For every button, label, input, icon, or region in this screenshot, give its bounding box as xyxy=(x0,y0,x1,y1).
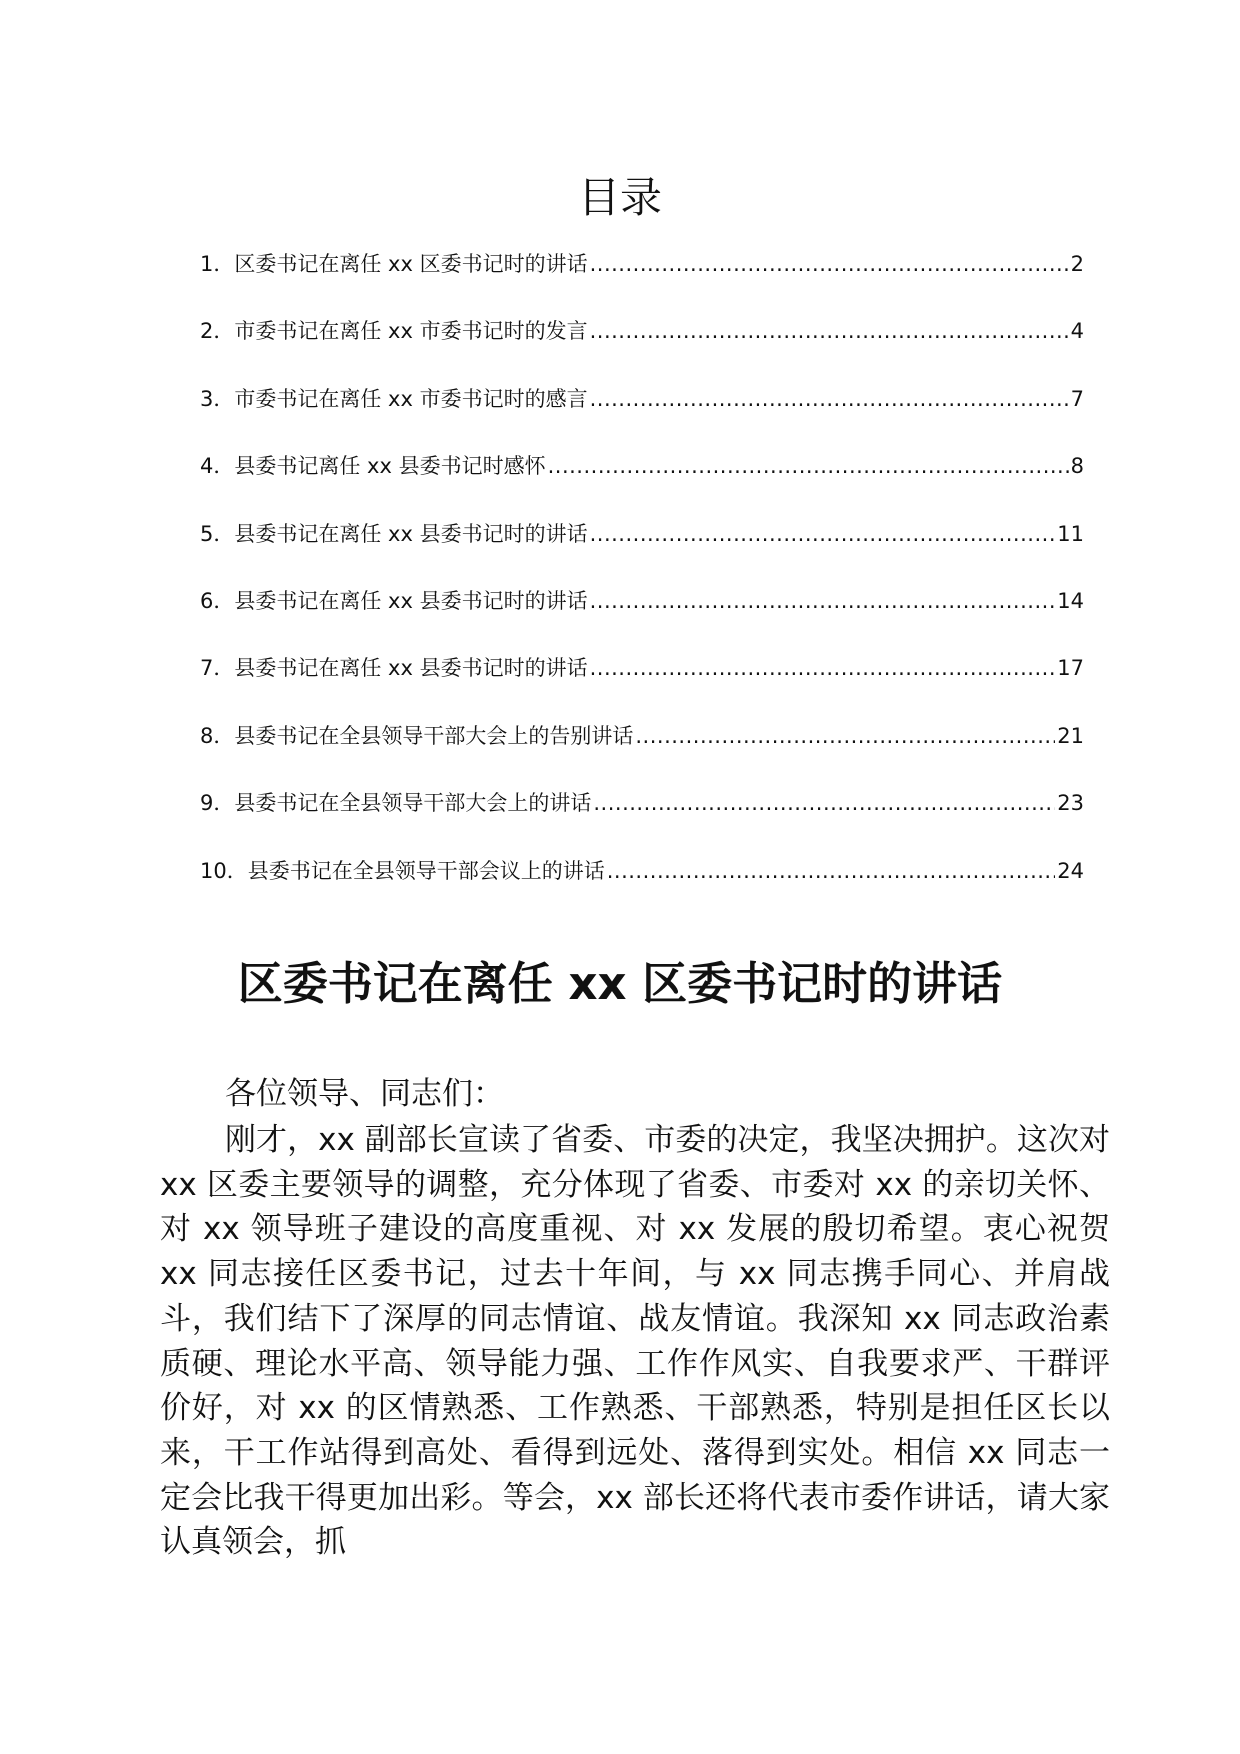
speech-greeting: 各位领导、同志们： xyxy=(225,1076,504,1112)
toc-dot-leader xyxy=(607,856,1056,886)
toc-entry-page: 17 xyxy=(1057,656,1084,681)
toc-entry-title: 市委书记在离任 xx 市委书记时的发言 xyxy=(234,319,588,344)
toc-entry-number: 5． xyxy=(200,521,235,546)
toc-entry-number: 2． xyxy=(200,319,235,344)
toc-entry-page: 14 xyxy=(1057,588,1084,613)
toc-entry-title: 区委书记在离任 xx 区委书记时的讲话 xyxy=(234,252,588,276)
toc-entry-number: 9． xyxy=(200,791,235,816)
toc-entry[interactable] xyxy=(200,721,1084,788)
speech-paragraph: 刚才，xx 副部长宣读了省委、市委的决定，我坚决拥护。这次对 xx 区委主要领导的调整，充分体现了省委、市委对 xx 的亲切关怀、对 xx 领导班子建设的高度重视、对 xx 发展的殷切希望。衷心祝贺 xx 同志接任区委书记，过去十年间，与 xx 同志携手同心、并肩战斗，我们结下了深厚的同志情谊、战友情谊。我深知 xx 同志政治素质硬、理论水平高、领导能力强、工作作风实、自我要求严、干群评价好，对 xx 的区情熟悉、工作熟悉、干部熟悉，特别是担任区长以来，干工作站得到高处、看得到远处、落得到实处。相信 xx 同志一定会比我干得更加出彩。等会，xx 部长还将代表市委作讲话，请大家认真领会，抓 xyxy=(160,1122,1110,1561)
toc-entry[interactable] xyxy=(200,653,1084,720)
toc-dot-leader xyxy=(590,586,1056,616)
toc-entry-page: 11 xyxy=(1057,521,1084,546)
toc-dot-leader xyxy=(590,249,1069,279)
toc-dot-leader xyxy=(590,519,1056,549)
toc-entry[interactable] xyxy=(200,384,1084,451)
toc-entry-page: 21 xyxy=(1057,723,1084,748)
toc-entry-title: 县委书记在离任 xx 县委书记时的讲话 xyxy=(234,588,588,613)
toc-dot-leader xyxy=(590,653,1056,683)
toc-entry[interactable] xyxy=(200,856,1084,923)
toc-entry-page: 4 xyxy=(1070,319,1084,344)
toc-entry-number: 10． xyxy=(200,858,248,883)
toc-dot-leader xyxy=(548,451,1069,481)
toc-title: 目录 xyxy=(577,173,662,222)
toc-entry-number: 7． xyxy=(200,656,235,681)
toc-entry[interactable] xyxy=(200,788,1084,855)
toc-entry-title: 县委书记在离任 xx 县委书记时的讲话 xyxy=(234,521,588,546)
toc-entry[interactable] xyxy=(200,519,1084,586)
toc-entry-page: 8 xyxy=(1070,454,1084,479)
toc-entry-title: 县委书记在全县领导干部大会上的告别讲话 xyxy=(234,723,634,748)
toc-entry-number: 3． xyxy=(200,386,235,411)
toc-entry-title: 县委书记在全县领导干部大会上的讲话 xyxy=(234,791,592,816)
toc-entry-number: 4． xyxy=(200,454,235,479)
article-title: 区委书记在离任 xx 区委书记时的讲话 xyxy=(237,957,1003,1010)
toc-entry-page: 2 xyxy=(1070,252,1084,276)
toc-entry-number: 8． xyxy=(200,723,235,748)
toc-entry[interactable] xyxy=(200,451,1084,518)
toc-entry-page: 7 xyxy=(1070,386,1084,411)
toc-entry-title: 县委书记在全县领导干部会议上的讲话 xyxy=(247,858,605,883)
toc-entry[interactable] xyxy=(200,586,1084,653)
toc-entry-title: 市委书记在离任 xx 市委书记时的感言 xyxy=(234,386,588,411)
toc-entry-number: 6． xyxy=(200,588,235,613)
toc-dot-leader xyxy=(635,721,1055,751)
toc-dot-leader xyxy=(590,384,1069,414)
toc-dot-leader xyxy=(590,316,1069,346)
toc-entry-page: 23 xyxy=(1057,791,1084,816)
toc-entry[interactable] xyxy=(200,249,1084,316)
toc-entry-title: 县委书记离任 xx 县委书记时感怀 xyxy=(234,454,546,479)
toc-dot-leader xyxy=(593,788,1055,818)
table-of-contents xyxy=(200,249,1084,923)
toc-entry-number: 1． xyxy=(200,252,235,276)
toc-entry[interactable] xyxy=(200,316,1084,383)
toc-entry-page: 24 xyxy=(1057,858,1084,883)
toc-entry-title: 县委书记在离任 xx 县委书记时的讲话 xyxy=(234,656,588,681)
